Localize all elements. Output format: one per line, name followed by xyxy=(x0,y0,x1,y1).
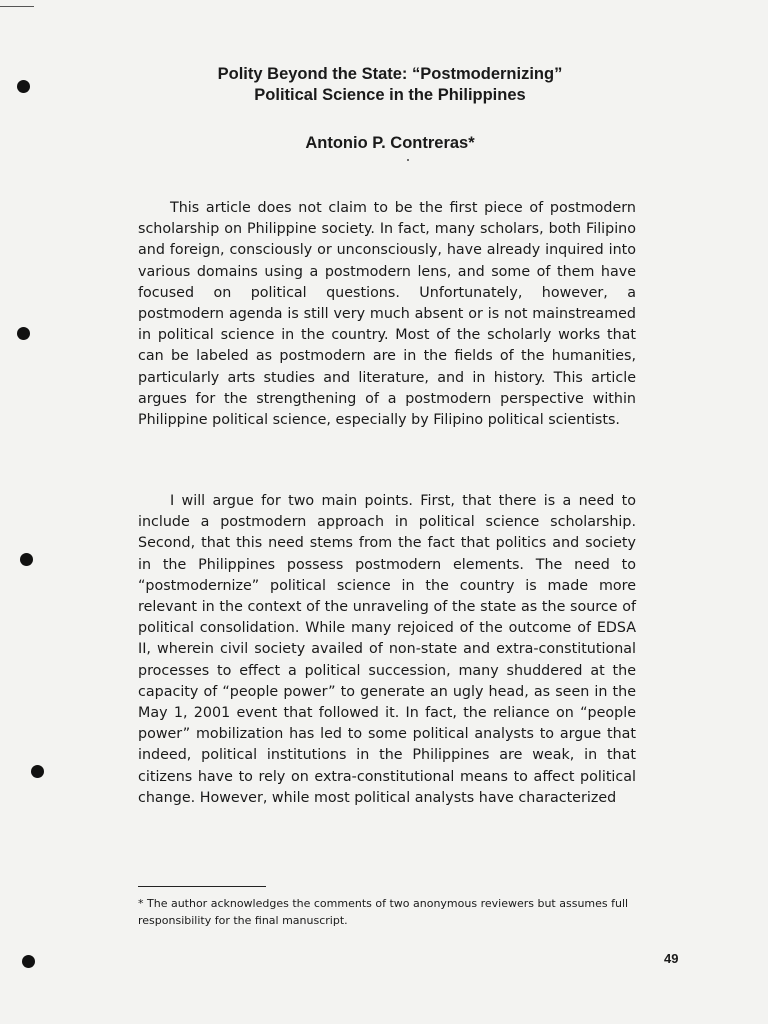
article-title xyxy=(140,64,640,106)
footnote: * The author acknowledges the comments of two anonymous reviewers but assumes full responsibility for the final manuscript. xyxy=(138,897,629,927)
punch-hole-mark xyxy=(31,765,44,778)
punch-hole-mark xyxy=(17,327,30,340)
page-number: 49 xyxy=(664,951,679,966)
speck xyxy=(407,159,409,161)
title-line-1: Polity Beyond the State: “Postmodernizing” xyxy=(217,65,563,83)
punch-hole-mark xyxy=(22,955,35,968)
top-edge-line xyxy=(0,6,34,7)
paragraph-text: This article does not claim to be the first piece of postmodern scholarship on Philippine society. In fact, many scholars, both Filipino and foreign, consciously or unconsciously, have already inquired into various domains using a postmodern lens, and some of them have focused on political questions. Unfortunately, however, a postmodern agenda is still very much absent or is not mainstreamed in political science in the country. Most of the scholarly works that can be labeled as postmodern are in the fields of the humanities, particularly arts studies and literature, and in history. This article argues for the strengthening of a postmodern perspective within Philippine political science, especially by Filipino political scientists. xyxy=(138,200,636,429)
body-paragraph-2 xyxy=(138,491,636,809)
paragraph-text: I will argue for two main points. First, that there is a need to include a postmodern approach in political science scholarship. Second, that this need stems from the fact that politics and society in the Philippines possess postmodern elements. The need to “postmodernize” political science in the country is made more relevant in the context of the unraveling of the state as the source of political consolidation. While many rejoiced of the outcome of EDSA II, wherein civil society availed of non-state and extra-constitutional processes to effect a political succession, many shuddered at the capacity of “people power” to generate an ugly head, as seen in the May 1, 2001 event that followed it. In fact, the reliance on “people power” mobilization has led to some political analysts to argue that indeed, political institutions in the Philippines are weak, in that citizens have to rely on extra-constitutional means to affect political change. However, while most political analysts have characterized xyxy=(138,493,636,806)
author-name: Antonio P. Contreras* xyxy=(305,134,475,152)
footnote-rule xyxy=(138,886,266,887)
body-paragraph-1 xyxy=(138,198,636,431)
title-line-2: Political Science in the Philippines xyxy=(254,86,526,104)
punch-hole-mark xyxy=(20,553,33,566)
punch-hole-mark xyxy=(17,80,30,93)
